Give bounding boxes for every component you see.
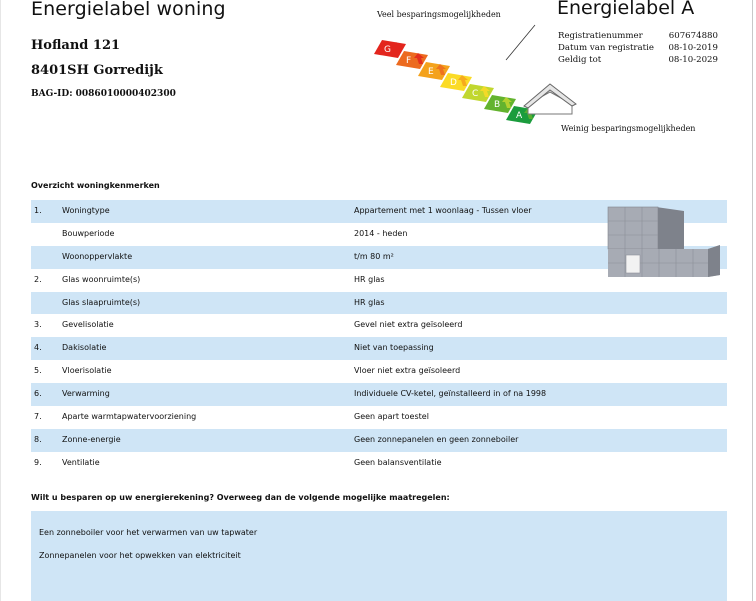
table-row [31,406,727,429]
label-band-f [396,51,428,69]
row-number: 9. [34,457,42,467]
row-value: Gevel niet extra geïsoleerd [354,320,463,330]
label-class-letter: D [450,78,457,88]
table-row [31,337,727,360]
row-number: 3. [34,320,42,330]
row-label: Woningtype [62,206,110,215]
address-street: Hofland 121 [31,38,121,53]
label-class-letter: F [406,56,412,66]
row-label: Bouwperiode [62,228,115,238]
table-row [31,292,727,315]
table-row [31,452,727,475]
row-value: Niet van toepassing [354,343,434,353]
row-number: 4. [34,343,42,353]
row-value: Appartement met 1 woonlaag - Tussen vloer [354,206,532,215]
highlighted-apartment [626,255,640,273]
row-number: 7. [34,412,42,422]
bottom-caption: Weinig besparingsmogelijkheden [561,124,696,133]
registration-date-value: 08-10-2019 [668,43,718,53]
advice-heading: Wilt u besparen op uw energierekening? Overweeg dan de volgende mogelijke maatregelen: [31,493,450,502]
overview-heading: Overzicht woningkenmerken [31,181,160,190]
row-label: Glas slaapruimte(s) [62,297,141,307]
row-label: Glas woonruimte(s) [62,274,141,284]
table-row [31,314,727,337]
row-value: Individuele CV-ketel, geïnstalleerd in of na 1998 [354,389,547,399]
row-value: Geen apart toestel [354,412,429,422]
row-label: Vloerisolatie [62,366,112,376]
row-label: Aparte warmtapwatervoorziening [62,412,197,422]
row-number: 2. [34,274,42,284]
label-class-letter: C [472,89,479,99]
row-number: 6. [34,389,42,399]
table-row [31,360,727,383]
document-title: Energielabel woning [31,0,226,20]
advice-item: Zonnepanelen voor het opwekken van elektriciteit [39,551,241,560]
registration-number-value: 607674880 [668,31,718,41]
table-row [31,383,727,406]
label-class-letter: E [428,67,434,77]
row-value: t/m 80 m² [354,251,394,261]
row-number: 5. [34,366,42,376]
row-value: HR glas [354,297,385,307]
row-label: Ventilatie [62,457,100,467]
label-class-letter: G [384,45,391,55]
address-postcode-city: 8401SH Gorredijk [31,63,163,78]
apartment-building-icon [604,205,724,277]
row-value: Geen balansventilatie [354,457,442,467]
row-label: Zonne-energie [62,434,121,444]
house-icon [524,84,576,114]
row-value: HR glas [354,274,385,284]
valid-until-label: Geldig tot [558,55,602,65]
label-class-letter: A [516,111,523,121]
label-class-letter: B [494,100,501,110]
row-value: 2014 - heden [354,228,408,238]
row-value: Geen zonnepanelen en geen zonneboiler [354,434,519,444]
row-value: Vloer niet extra geïsoleerd [354,366,461,376]
top-caption: Veel besparingsmogelijkheden [377,10,501,19]
label-band-e [418,62,450,80]
row-label: Woonoppervlakte [62,251,133,261]
row-number: 8. [34,434,42,444]
energy-label-title: Energielabel A [557,0,695,19]
advice-box [31,511,727,601]
row-label: Dakisolatie [62,343,107,353]
label-pointer-line [506,25,535,60]
registration-date-label: Datum van registratie [558,43,654,53]
page-edge-right [752,0,753,601]
page-edge-left [0,0,1,601]
advice-item: Een zonneboiler voor het verwarmen van uw tapwater [39,528,258,537]
valid-until-value: 08-10-2029 [668,55,718,65]
row-label: Gevelisolatie [62,320,114,330]
row-number: 1. [34,206,42,215]
registration-number-label: Registratienummer [558,31,643,41]
row-label: Verwarming [62,389,110,399]
bag-id: BAG-ID: 0086010000402300 [31,89,176,99]
table-row [31,429,727,452]
